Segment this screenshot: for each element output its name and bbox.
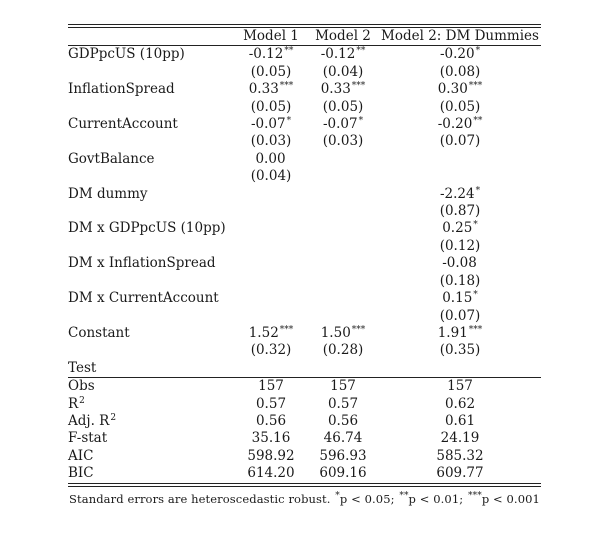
stat-label-value: AIC bbox=[68, 447, 94, 464]
coef-model-3-value: -0.20 bbox=[437, 116, 473, 133]
std-error-label bbox=[68, 273, 235, 290]
std-error-label bbox=[68, 99, 235, 116]
stat-model-1-value: 614.20 bbox=[247, 465, 295, 482]
coef-label bbox=[68, 186, 235, 203]
std-error-model-1 bbox=[235, 133, 307, 150]
stat-model-3-value: 0.62 bbox=[444, 395, 476, 412]
header-model-1: Model 1 bbox=[235, 28, 307, 46]
std-error-model-3-value: (0.08) bbox=[439, 63, 481, 80]
stat-label bbox=[68, 396, 235, 413]
coef-model-3-value: -0.08 bbox=[442, 255, 477, 272]
coef-label bbox=[68, 290, 235, 307]
std-error-model-1 bbox=[235, 64, 307, 81]
std-error-model-1-value: (0.05) bbox=[250, 98, 292, 115]
coef-model-3-significance: * bbox=[473, 220, 478, 231]
coef-model-2-value: 0.33 bbox=[320, 81, 351, 98]
stat-label bbox=[68, 430, 235, 447]
coef-label-value: DM x GDPpcUS (10pp) bbox=[68, 220, 226, 237]
std-error-model-2 bbox=[307, 342, 379, 359]
std-error-model-2 bbox=[307, 99, 379, 116]
coef-model-3-value: -2.24 bbox=[439, 185, 475, 202]
std-error-model-2-value: (0.03) bbox=[322, 133, 364, 150]
stat-model-2-value: 0.56 bbox=[327, 412, 359, 429]
stat-label-value: BIC bbox=[68, 465, 94, 482]
std-error-row bbox=[68, 99, 541, 116]
stat-label-value: Adj. R bbox=[68, 412, 110, 429]
coef-row bbox=[68, 255, 541, 272]
coefficient-body bbox=[68, 46, 541, 378]
stat-model-2 bbox=[307, 448, 379, 465]
coef-model-3-significance: * bbox=[475, 46, 481, 57]
coef-label-value: Constant bbox=[68, 324, 130, 341]
stat-model-2-value: 157 bbox=[330, 378, 356, 395]
stat-row bbox=[68, 378, 541, 396]
coef-model-2-significance: *** bbox=[351, 81, 366, 92]
stat-model-1 bbox=[235, 430, 307, 447]
coef-label bbox=[68, 255, 235, 272]
stat-model-1 bbox=[235, 396, 307, 413]
test-blank-3 bbox=[379, 360, 541, 378]
std-error-row bbox=[68, 168, 541, 185]
std-error-model-3-value: (0.18) bbox=[439, 272, 481, 289]
stat-model-2 bbox=[307, 378, 379, 396]
coef-model-3 bbox=[379, 81, 541, 98]
stat-label-value: Obs bbox=[68, 378, 95, 395]
stat-label-significance: 2 bbox=[110, 412, 117, 423]
stat-label-value: F-stat bbox=[68, 430, 108, 447]
coef-model-3 bbox=[379, 325, 541, 342]
stat-row bbox=[68, 465, 541, 482]
coef-model-3 bbox=[379, 151, 541, 168]
std-error-row bbox=[68, 203, 541, 220]
stat-model-1-value: 0.56 bbox=[255, 412, 287, 429]
coef-label bbox=[68, 81, 235, 98]
coef-model-2 bbox=[307, 220, 379, 237]
coef-model-2 bbox=[307, 81, 379, 98]
coef-label bbox=[68, 46, 235, 64]
coef-model-3-value: 1.91 bbox=[437, 324, 468, 341]
std-error-model-2-value: (0.28) bbox=[322, 342, 364, 359]
std-error-model-3 bbox=[379, 203, 541, 220]
std-error-model-1 bbox=[235, 168, 307, 185]
stat-model-3 bbox=[379, 413, 541, 430]
std-error-model-3 bbox=[379, 64, 541, 81]
coef-label-value: CurrentAccount bbox=[68, 116, 178, 133]
stat-model-1-value: 157 bbox=[258, 378, 284, 395]
coef-label bbox=[68, 116, 235, 133]
coef-model-2-significance: * bbox=[358, 116, 364, 127]
coef-row bbox=[68, 116, 541, 133]
std-error-label bbox=[68, 133, 235, 150]
stat-model-3 bbox=[379, 448, 541, 465]
coef-model-3 bbox=[379, 255, 541, 272]
coef-model-1-value: -0.07 bbox=[250, 116, 286, 133]
stat-model-3-value: 24.19 bbox=[440, 430, 480, 447]
coef-row bbox=[68, 151, 541, 168]
coef-model-3 bbox=[379, 186, 541, 203]
test-blank-2 bbox=[307, 360, 379, 378]
stat-model-2-value: 46.74 bbox=[323, 430, 363, 447]
coef-model-1 bbox=[235, 46, 307, 64]
coef-model-1-value: -0.12 bbox=[248, 46, 284, 63]
coef-row bbox=[68, 186, 541, 203]
bottom-double-rule bbox=[68, 483, 541, 487]
std-error-model-1-value: (0.03) bbox=[250, 133, 292, 150]
coef-model-3-significance: * bbox=[473, 290, 478, 301]
std-error-model-1-value: (0.05) bbox=[250, 63, 292, 80]
coef-model-3-value: 0.15 bbox=[442, 290, 473, 307]
header-model-3: Model 2: DM Dummies bbox=[379, 28, 541, 46]
coef-model-3 bbox=[379, 290, 541, 307]
coef-model-3 bbox=[379, 116, 541, 133]
test-blank-1 bbox=[235, 360, 307, 378]
std-error-model-2 bbox=[307, 308, 379, 325]
stat-model-3 bbox=[379, 396, 541, 413]
stat-model-1-value: 598.92 bbox=[247, 447, 295, 464]
std-error-row bbox=[68, 64, 541, 81]
stat-model-3 bbox=[379, 430, 541, 447]
std-error-model-3 bbox=[379, 168, 541, 185]
coef-model-3-significance: ** bbox=[473, 116, 483, 127]
coef-model-2 bbox=[307, 116, 379, 133]
header-model-2: Model 2 bbox=[307, 28, 379, 46]
stat-label bbox=[68, 448, 235, 465]
coef-label-value: GovtBalance bbox=[68, 150, 155, 167]
test-header-row bbox=[68, 360, 541, 378]
coef-model-2-value: -0.12 bbox=[320, 46, 356, 63]
std-error-model-3 bbox=[379, 308, 541, 325]
regression-table-container bbox=[68, 24, 541, 506]
footnote-sig1-stars: * bbox=[335, 490, 340, 501]
coef-model-3-significance: *** bbox=[468, 324, 483, 335]
footnote-sig2-stars: ** bbox=[399, 490, 409, 501]
coef-model-3-value: 0.25 bbox=[442, 220, 473, 237]
header-blank bbox=[68, 28, 235, 46]
std-error-label bbox=[68, 342, 235, 359]
std-error-model-3-value: (0.07) bbox=[439, 133, 481, 150]
std-error-model-1 bbox=[235, 203, 307, 220]
coef-model-3-significance: * bbox=[475, 185, 481, 196]
std-error-model-3 bbox=[379, 133, 541, 150]
stat-row bbox=[68, 413, 541, 430]
std-error-row bbox=[68, 308, 541, 325]
coef-model-2 bbox=[307, 186, 379, 203]
coef-model-3-value: 0.30 bbox=[437, 81, 468, 98]
stat-model-3-value: 0.61 bbox=[444, 412, 476, 429]
coef-row bbox=[68, 325, 541, 342]
footnote-lead: Standard errors are heteroscedastic robust. bbox=[69, 491, 335, 506]
std-error-label bbox=[68, 203, 235, 220]
stat-row bbox=[68, 430, 541, 447]
std-error-row bbox=[68, 238, 541, 255]
stat-label bbox=[68, 413, 235, 430]
footnote-sig1-text: p < 0.05; bbox=[339, 491, 399, 506]
stat-model-3-value: 609.77 bbox=[436, 465, 484, 482]
stat-model-2-value: 0.57 bbox=[327, 395, 359, 412]
footnote-sig3-stars: *** bbox=[468, 490, 482, 501]
coef-model-1 bbox=[235, 290, 307, 307]
stat-model-2 bbox=[307, 396, 379, 413]
std-error-model-1 bbox=[235, 308, 307, 325]
stat-model-3-value: 157 bbox=[447, 378, 473, 395]
std-error-model-2 bbox=[307, 168, 379, 185]
coef-model-1-significance: *** bbox=[279, 81, 294, 92]
coef-label bbox=[68, 325, 235, 342]
std-error-model-1 bbox=[235, 238, 307, 255]
coef-model-2-significance: *** bbox=[351, 324, 366, 335]
coef-model-2-value: -0.07 bbox=[322, 116, 358, 133]
coef-label-value: InflationSpread bbox=[68, 81, 175, 98]
coef-row bbox=[68, 81, 541, 98]
coef-label-value: DM x CurrentAccount bbox=[68, 290, 219, 307]
std-error-model-3-value: (0.07) bbox=[439, 307, 481, 324]
stat-model-2-value: 596.93 bbox=[319, 447, 367, 464]
coef-model-3 bbox=[379, 220, 541, 237]
header-row bbox=[68, 28, 541, 46]
footnote-sig3-text: p < 0.001 bbox=[481, 491, 540, 506]
coef-model-1-value: 0.33 bbox=[248, 81, 279, 98]
coef-model-1 bbox=[235, 186, 307, 203]
stat-model-2 bbox=[307, 413, 379, 430]
coef-model-1-value: 1.52 bbox=[248, 324, 279, 341]
std-error-model-3 bbox=[379, 99, 541, 116]
stat-model-3 bbox=[379, 465, 541, 482]
std-error-row bbox=[68, 133, 541, 150]
coef-model-3 bbox=[379, 46, 541, 64]
stat-model-1 bbox=[235, 448, 307, 465]
coef-row bbox=[68, 290, 541, 307]
coef-model-1-value: 0.00 bbox=[255, 150, 286, 167]
coef-model-2-value: 1.50 bbox=[320, 324, 351, 341]
coef-model-2 bbox=[307, 151, 379, 168]
std-error-model-2 bbox=[307, 64, 379, 81]
coef-model-1 bbox=[235, 151, 307, 168]
coef-label-value: DM x InflationSpread bbox=[68, 255, 216, 272]
std-error-model-3-value: (0.87) bbox=[439, 203, 481, 220]
stat-row bbox=[68, 396, 541, 413]
coef-model-2 bbox=[307, 290, 379, 307]
stat-model-2 bbox=[307, 465, 379, 482]
stat-model-1-value: 0.57 bbox=[255, 395, 287, 412]
table-footnote bbox=[68, 492, 541, 506]
stat-label-significance: 2 bbox=[79, 395, 85, 406]
coef-row bbox=[68, 46, 541, 64]
coef-row bbox=[68, 220, 541, 237]
coef-label bbox=[68, 220, 235, 237]
stat-model-1 bbox=[235, 378, 307, 396]
coef-model-1-significance: *** bbox=[279, 324, 294, 335]
coef-model-1 bbox=[235, 255, 307, 272]
coef-model-2 bbox=[307, 46, 379, 64]
std-error-row bbox=[68, 342, 541, 359]
std-error-label bbox=[68, 308, 235, 325]
std-error-model-3 bbox=[379, 273, 541, 290]
coef-model-3-value: -0.20 bbox=[439, 46, 475, 63]
std-error-model-3-value: (0.35) bbox=[439, 342, 481, 359]
coef-model-1-significance: * bbox=[286, 116, 292, 127]
coef-label bbox=[68, 151, 235, 168]
coef-model-1 bbox=[235, 325, 307, 342]
regression-table bbox=[68, 28, 541, 483]
stat-label-value: R bbox=[68, 395, 79, 412]
stat-label bbox=[68, 378, 235, 396]
std-error-model-1-value: (0.32) bbox=[250, 342, 292, 359]
coef-model-3-significance: *** bbox=[468, 81, 483, 92]
std-error-model-2 bbox=[307, 133, 379, 150]
std-error-model-2 bbox=[307, 203, 379, 220]
std-error-model-2-value: (0.04) bbox=[322, 63, 364, 80]
coef-model-2-significance: ** bbox=[356, 46, 366, 57]
coef-model-1 bbox=[235, 116, 307, 133]
stat-model-1 bbox=[235, 413, 307, 430]
coef-model-2 bbox=[307, 325, 379, 342]
std-error-row bbox=[68, 273, 541, 290]
std-error-model-3 bbox=[379, 342, 541, 359]
stat-model-3-value: 585.32 bbox=[436, 447, 484, 464]
coef-label-value: DM dummy bbox=[68, 185, 148, 202]
coef-model-1-significance: ** bbox=[284, 46, 294, 57]
test-label bbox=[68, 360, 235, 378]
std-error-model-3 bbox=[379, 238, 541, 255]
stat-model-2-value: 609.16 bbox=[319, 465, 367, 482]
coef-label-value: GDPpcUS (10pp) bbox=[68, 46, 185, 63]
std-error-model-1 bbox=[235, 342, 307, 359]
statistics-body bbox=[68, 378, 541, 483]
std-error-model-2-value: (0.05) bbox=[322, 98, 364, 115]
std-error-model-1 bbox=[235, 99, 307, 116]
std-error-label bbox=[68, 64, 235, 81]
stat-label bbox=[68, 465, 235, 482]
std-error-model-1-value: (0.04) bbox=[250, 168, 292, 185]
coef-model-2 bbox=[307, 255, 379, 272]
std-error-model-3-value: (0.12) bbox=[439, 237, 481, 254]
std-error-model-1 bbox=[235, 273, 307, 290]
std-error-model-2 bbox=[307, 238, 379, 255]
std-error-model-3-value: (0.05) bbox=[439, 98, 481, 115]
stat-model-1 bbox=[235, 465, 307, 482]
footnote-sig2-text: p < 0.01; bbox=[408, 491, 467, 506]
std-error-label bbox=[68, 238, 235, 255]
stat-model-1-value: 35.16 bbox=[251, 430, 291, 447]
std-error-label bbox=[68, 168, 235, 185]
stat-row bbox=[68, 448, 541, 465]
stat-model-3 bbox=[379, 378, 541, 396]
stat-model-2 bbox=[307, 430, 379, 447]
std-error-model-2 bbox=[307, 273, 379, 290]
coef-model-1 bbox=[235, 81, 307, 98]
test-label-value: Test bbox=[68, 359, 97, 376]
coef-model-1 bbox=[235, 220, 307, 237]
